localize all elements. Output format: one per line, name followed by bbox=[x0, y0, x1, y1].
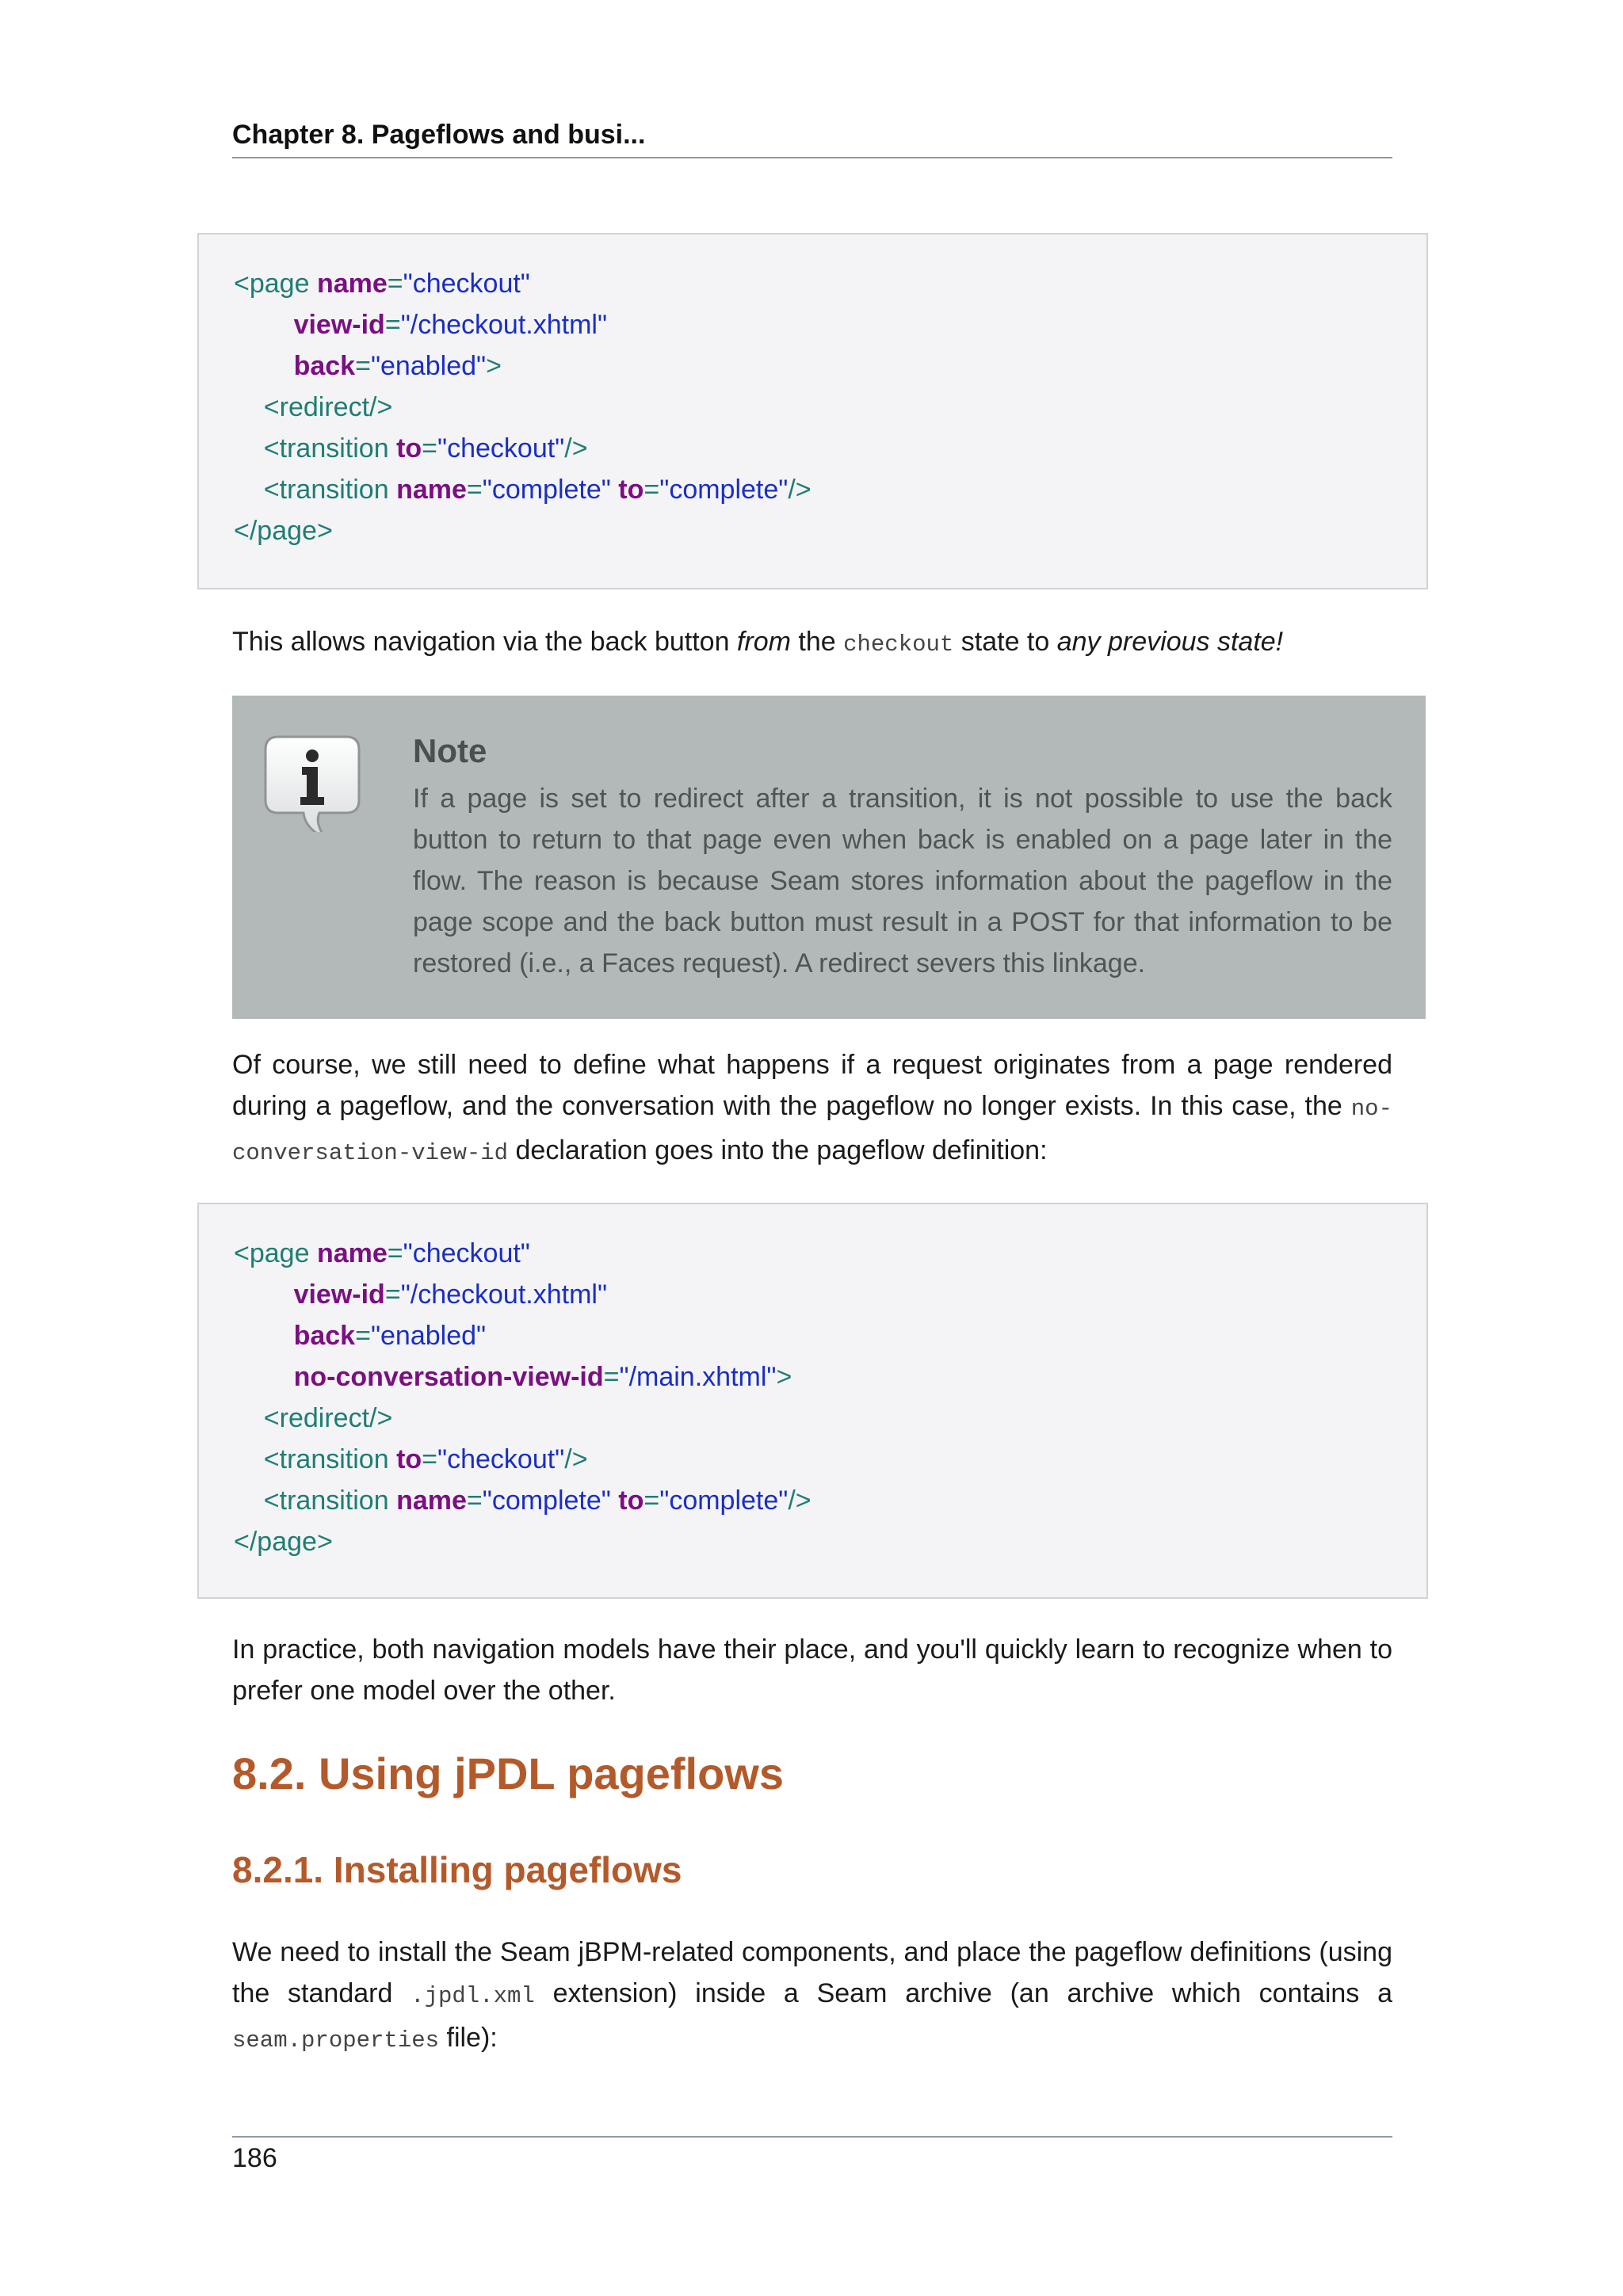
code-token-val: "checkout" bbox=[437, 433, 565, 463]
code-token-attr: name bbox=[396, 1486, 467, 1516]
code-token-attr: back bbox=[293, 351, 356, 381]
code-token-eq: = bbox=[384, 310, 401, 340]
code-token-eq: = bbox=[466, 1486, 483, 1516]
code-token-tag: /> bbox=[788, 1486, 812, 1516]
code-token-eq: = bbox=[643, 1486, 660, 1516]
code-token-eq: = bbox=[466, 475, 483, 505]
code-token-attr: name bbox=[396, 475, 467, 505]
code-token-val: "complete" bbox=[482, 475, 619, 505]
code-token-eq: = bbox=[603, 1362, 620, 1392]
code-token-tag: <page bbox=[234, 1238, 317, 1268]
code-token-eq: = bbox=[387, 269, 403, 299]
code-token-attr: to bbox=[618, 1486, 644, 1516]
code-line bbox=[234, 510, 1426, 551]
code-line bbox=[234, 469, 1426, 510]
code-token-attr: name bbox=[316, 269, 388, 299]
header-rule bbox=[232, 157, 1392, 158]
code-token-val: "complete" bbox=[659, 475, 789, 505]
code-token-tag: <page bbox=[234, 269, 317, 299]
code-token-attr: view-id bbox=[293, 310, 385, 340]
inline-code: no-conversation-view-id bbox=[232, 1096, 1392, 1166]
code-block-1 bbox=[197, 233, 1428, 589]
code-token-tag: <transition bbox=[263, 475, 397, 505]
code-line bbox=[234, 1398, 1426, 1439]
code-token-eq: = bbox=[384, 1280, 401, 1310]
code-token-val: "/checkout.xhtml" bbox=[400, 310, 608, 340]
code-line bbox=[234, 345, 1426, 387]
inline-code: .jpdl.xml bbox=[411, 1983, 535, 2009]
code-token-tag: /> bbox=[564, 1444, 588, 1474]
code-token-eq: = bbox=[422, 1444, 438, 1474]
code-line bbox=[234, 1356, 1426, 1398]
code-token-tag: <transition bbox=[263, 1486, 397, 1516]
code-token-tag: <transition bbox=[263, 1444, 397, 1474]
note-title: Note bbox=[413, 732, 487, 769]
code-line bbox=[234, 1480, 1426, 1521]
code-line bbox=[234, 1439, 1426, 1480]
code-token-tag: > bbox=[486, 351, 502, 381]
code-token-attr: name bbox=[316, 1238, 388, 1268]
code-token-attr: view-id bbox=[293, 1280, 385, 1310]
section-heading: 8.2. Using jPDL pageflows bbox=[232, 1749, 785, 1798]
code-line bbox=[234, 304, 1426, 345]
code-token-tag: /> bbox=[788, 475, 812, 505]
code-line bbox=[234, 428, 1426, 469]
code-line bbox=[234, 263, 1426, 304]
code-token-val: "enabled" bbox=[370, 1321, 487, 1351]
running-header: Chapter 8. Pageflows and busi... bbox=[232, 120, 646, 150]
info-icon bbox=[264, 734, 362, 832]
code-token-val: "checkout" bbox=[437, 1444, 565, 1474]
code-line bbox=[234, 1274, 1426, 1315]
text: declaration goes into the pageflow definition: bbox=[508, 1135, 1048, 1165]
note-body: If a page is set to redirect after a transition, it is not possible to use the back button to return to that page even when back is enabled on a page later in the flow. The reason is because Seam stores information about the pageflow in the page scope and the back button must result in a POST for that information to be restored (i.e., a Faces request). A redirect severs this linkage. bbox=[413, 784, 1392, 978]
paragraph-navigation-models: In practice, both navigation models have their place, and you'll quickly learn to recognize when to prefer one model over the other. bbox=[232, 1634, 1392, 1706]
code-token-attr: back bbox=[293, 1321, 356, 1351]
text: the bbox=[790, 627, 844, 657]
code-line bbox=[234, 1521, 1426, 1562]
text: Of course, we still need to define what happens if a request originates from a page rendered during a pageflow, and the conversation with the pageflow no longer exists. In this case, the bbox=[232, 1050, 1392, 1121]
code-token-tag: <transition bbox=[263, 433, 397, 463]
code-token-val: "complete" bbox=[659, 1486, 789, 1516]
code-token-eq: = bbox=[355, 351, 371, 381]
code-token-attr: to bbox=[396, 433, 422, 463]
code-token-val: "/main.xhtml" bbox=[619, 1362, 777, 1392]
text: file): bbox=[439, 2023, 498, 2053]
code-token-val: "checkout" bbox=[403, 269, 530, 299]
code-line bbox=[234, 387, 1426, 428]
code-line bbox=[234, 1233, 1426, 1274]
code-token-eq: = bbox=[422, 433, 438, 463]
text: state to bbox=[953, 627, 1057, 657]
footer-rule bbox=[232, 2136, 1392, 2138]
code-token-val: "complete" bbox=[482, 1486, 619, 1516]
code-token-eq: = bbox=[355, 1321, 371, 1351]
code-token-tag: /> bbox=[564, 433, 588, 463]
paragraph-install bbox=[232, 1932, 1392, 2061]
inline-code: seam.properties bbox=[232, 2027, 440, 2054]
code-token-eq: = bbox=[643, 475, 660, 505]
code-token-attr: no-conversation-view-id bbox=[293, 1362, 604, 1392]
emphasis: from bbox=[736, 627, 791, 657]
code-token-val: "/checkout.xhtml" bbox=[400, 1280, 608, 1310]
text: We need to install the Seam jBPM-related components, and place the pageflow definitions (using the standard bbox=[232, 1937, 1392, 2008]
code-token-tag: <redirect/> bbox=[263, 392, 393, 422]
code-token-attr: to bbox=[618, 475, 644, 505]
code-token-eq: = bbox=[387, 1238, 403, 1268]
code-token-tag: </page> bbox=[234, 516, 333, 546]
emphasis: any previous state! bbox=[1056, 627, 1284, 657]
code-token-val: "enabled" bbox=[370, 351, 487, 381]
page-number: 186 bbox=[232, 2143, 277, 2173]
text: extension) inside a Seam archive (an archive which contains a bbox=[534, 1978, 1392, 2008]
subsection-heading: 8.2.1. Installing pageflows bbox=[232, 1849, 682, 1890]
code-block-2 bbox=[197, 1203, 1428, 1599]
code-token-tag: </page> bbox=[234, 1527, 333, 1557]
code-token-tag: > bbox=[776, 1362, 792, 1392]
paragraph-no-conversation bbox=[232, 1044, 1392, 1174]
code-token-val: "checkout" bbox=[403, 1238, 530, 1268]
text: This allows navigation via the back button bbox=[232, 627, 737, 657]
inline-code: checkout bbox=[843, 631, 954, 658]
paragraph-back-navigation bbox=[232, 621, 1392, 666]
code-token-tag: <redirect/> bbox=[263, 1403, 393, 1433]
note-admonition bbox=[232, 696, 1426, 1019]
code-token-attr: to bbox=[396, 1444, 422, 1474]
code-line bbox=[234, 1315, 1426, 1356]
